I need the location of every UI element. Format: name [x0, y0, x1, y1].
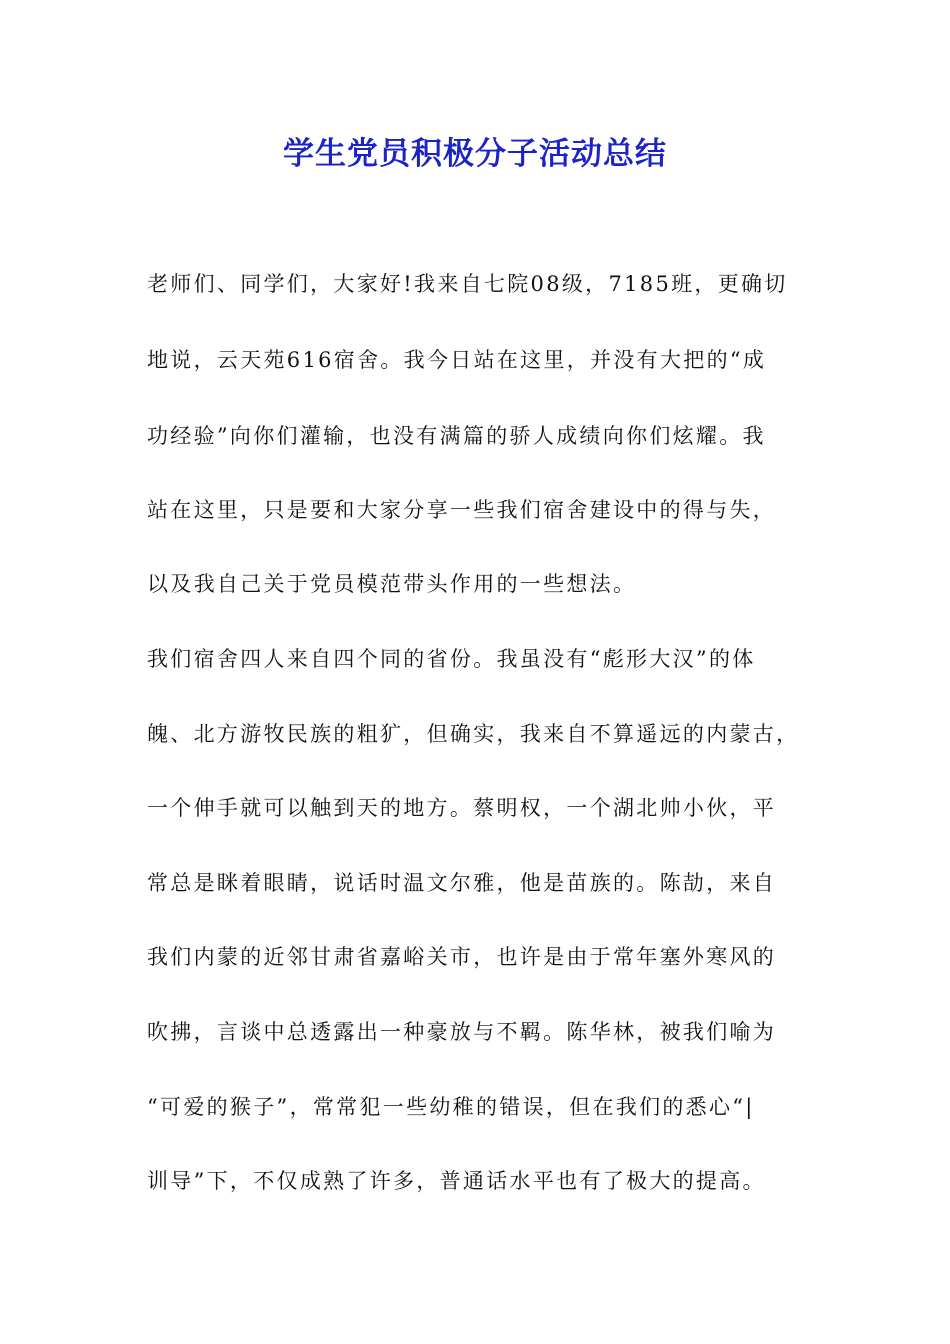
paragraph-line: “可爱的猴子”，常常犯一些幼稚的错误，但在我们的悉心“| [147, 1095, 755, 1119]
paragraph-line: 吹拂，言谈中总透露出一种豪放与不羁。陈华林，被我们喻为 [147, 1020, 777, 1044]
document-title: 学生党员积极分子活动总结 [283, 136, 667, 172]
paragraph-line: 训导”下，不仅成熟了许多，普通话水平也有了极大的提高。 [147, 1169, 766, 1193]
paragraph-line: 以及我自己关于党员模范带头作用的一些想法。 [147, 572, 637, 596]
paragraph-line: 魄、北方游牧民族的粗犷，但确实，我来自不算遥远的内蒙古， [147, 722, 800, 746]
paragraph-line: 我们宿舍四人来自四个同的省份。我虽没有“彪形大汉”的体 [147, 647, 756, 671]
paragraph-line: 常总是眯着眼睛，说话时温文尔雅，他是苗族的。陈劼，来自 [147, 871, 777, 895]
paragraph-line: 站在这里，只是要和大家分享一些我们宿舍建设中的得与失， [147, 498, 777, 522]
paragraph-line: 地说，云天苑616宿舍。我今日站在这里，并没有大把的“成 [147, 348, 767, 372]
paragraph-line: 老师们、同学们，大家好!我来自七院08级，7185班，更确切 [147, 272, 788, 296]
paragraph-line: 功经验”向你们灌输，也没有满篇的骄人成绩向你们炫耀。我 [147, 424, 766, 448]
paragraph-line: 我们内蒙的近邻甘肃省嘉峪关市，也许是由于常年塞外寒风的 [147, 945, 777, 969]
paragraph-line: 一个伸手就可以触到天的地方。蔡明权，一个湖北帅小伙，平 [147, 796, 777, 820]
